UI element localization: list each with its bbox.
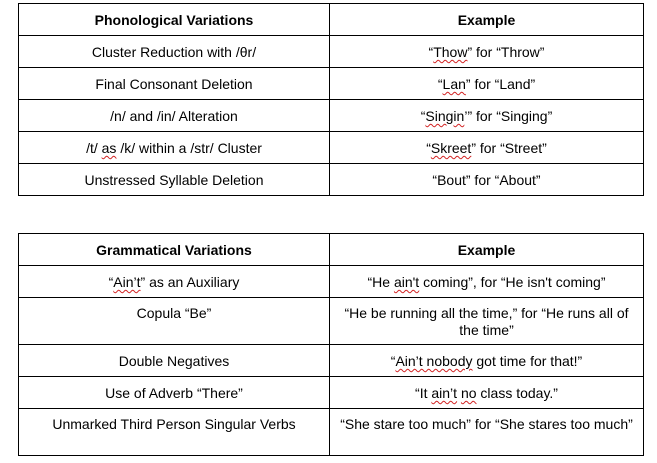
table-row xyxy=(19,36,644,68)
example-text: coming”, for “He isn't coming” xyxy=(419,274,606,290)
table-row xyxy=(19,100,644,132)
spellcheck-flagged-word: ain’t xyxy=(431,385,458,401)
table-row xyxy=(19,409,644,456)
spellcheck-flagged-word: no xyxy=(460,385,477,401)
example-text: “ xyxy=(420,108,426,124)
example-text: got time for that!” xyxy=(472,353,583,369)
spellcheck-flagged-word: as xyxy=(101,140,117,156)
example-cell xyxy=(330,132,644,164)
table-row xyxy=(19,68,644,100)
variation-cell: Double Negatives xyxy=(19,345,330,377)
example-cell: “He be running all the time,” for “He runs all of the time” xyxy=(330,298,644,345)
table-header-row xyxy=(19,234,644,266)
variation-cell: Copula “Be” xyxy=(19,298,330,345)
variation-cell: Unmarked Third Person Singular Verbs xyxy=(19,409,330,456)
example-cell xyxy=(330,100,644,132)
variation-cell: Use of Adverb “There” xyxy=(19,377,330,409)
example-cell xyxy=(330,345,644,377)
spellcheck-flagged-word: Thow xyxy=(433,44,468,60)
table-row xyxy=(19,266,644,298)
example-cell xyxy=(330,36,644,68)
example-cell: “Bout” for “About” xyxy=(330,164,644,196)
table-row xyxy=(19,345,644,377)
variation-cell xyxy=(19,266,330,298)
phonological-variations-table xyxy=(18,3,644,196)
example-text: ” for “Land” xyxy=(465,76,536,92)
example-cell xyxy=(330,68,644,100)
spellcheck-flagged-word: Singin xyxy=(425,108,465,124)
spellcheck-flagged-word: ain't xyxy=(393,274,420,290)
example-text: “ xyxy=(428,44,434,60)
example-text: “ xyxy=(390,353,396,369)
variation-text: /k/ within a /str/ Cluster xyxy=(116,140,262,156)
column-header-example: Example xyxy=(330,234,644,266)
variation-text: “ xyxy=(108,274,114,290)
example-text: ’” for “Singing” xyxy=(464,108,553,124)
spellcheck-flagged-word: Lan xyxy=(442,76,466,92)
variation-cell: Final Consonant Deletion xyxy=(19,68,330,100)
table-row xyxy=(19,164,644,196)
example-text: “ xyxy=(426,140,431,156)
example-cell xyxy=(330,266,644,298)
variation-text: ” as an Auxiliary xyxy=(140,274,240,290)
table-row xyxy=(19,298,644,345)
table-header-row xyxy=(19,4,644,36)
example-text: ” for “Street” xyxy=(471,140,547,156)
example-text: “He xyxy=(367,274,394,290)
spellcheck-flagged-word: Ain’t nobody xyxy=(395,353,473,369)
grammatical-variations-table xyxy=(18,233,644,456)
column-header-variation: Grammatical Variations xyxy=(19,234,330,266)
variation-cell xyxy=(19,132,330,164)
spellcheck-flagged-word: Skreet xyxy=(430,140,472,156)
example-text: “ xyxy=(437,76,443,92)
variation-cell: /n/ and /in/ Alteration xyxy=(19,100,330,132)
variation-cell: Unstressed Syllable Deletion xyxy=(19,164,330,196)
example-text: “It xyxy=(415,385,432,401)
example-cell xyxy=(330,377,644,409)
example-text: class today.” xyxy=(476,385,558,401)
variation-cell: Cluster Reduction with /θr/ xyxy=(19,36,330,68)
column-header-variation: Phonological Variations xyxy=(19,4,330,36)
table-row xyxy=(19,377,644,409)
example-cell: “She stare too much” for “She stares too much” xyxy=(330,409,644,456)
table-row xyxy=(19,132,644,164)
column-header-example: Example xyxy=(330,4,644,36)
spellcheck-flagged-word: Ain’t xyxy=(113,274,141,290)
variation-text: /t/ xyxy=(86,140,102,156)
example-text: ” for “Throw” xyxy=(467,44,545,60)
